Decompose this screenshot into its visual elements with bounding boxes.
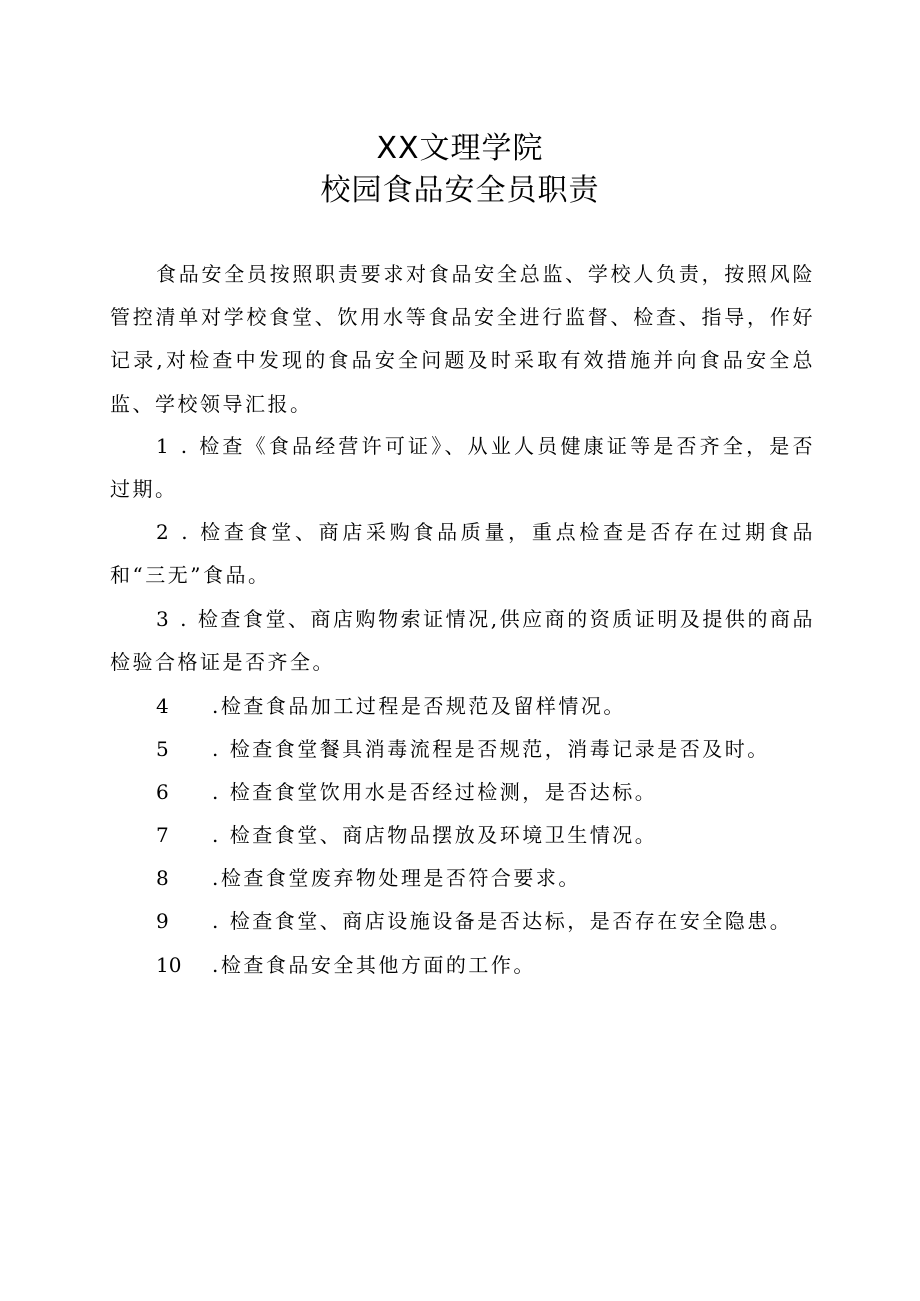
duty-item-8 [156, 857, 581, 901]
item-number: 9 [156, 909, 169, 933]
item-number: 4 [156, 694, 169, 718]
item-number: 5 [156, 737, 169, 761]
item-number: 7 [156, 823, 169, 847]
item-number: 6 [156, 780, 169, 804]
document-title-line2: 校园食品安全员职责 [320, 173, 600, 208]
item-number: 8 [156, 866, 169, 890]
document-title-line1: XX文理学院 [376, 131, 544, 166]
duty-item-10 [156, 944, 536, 988]
item-text: .检查食品加工过程是否规范及留样情况。 [212, 694, 626, 718]
duty-item-2: 2 . 检查食堂、商店采购食品质量，重点检查是否存在过期食品和“三无”食品。 [110, 520, 815, 588]
intro-paragraph: 食品安全员按照职责要求对食品安全总监、学校人负责，按照风险管控清单对学校食堂、饮用水等食品安全进行监督、检查、指导，作好记录,对检查中发现的食品安全问题及时采取有效措施并向食品安全总监、学校领导汇报。 [110, 262, 815, 416]
item-text: . 检查食堂饮用水是否经过检测，是否达标。 [212, 780, 658, 804]
item-number: 10 [156, 953, 182, 977]
duty-item-9 [156, 900, 792, 944]
item-text: . 检查食堂、商店物品摆放及环境卫生情况。 [212, 823, 658, 847]
duty-item-1: 1 . 检查《食品经营许可证》、从业人员健康证等是否齐全，是否过期。 [110, 434, 815, 502]
duty-item-4 [156, 685, 626, 729]
duty-item-5 [156, 728, 770, 772]
duty-item-6 [156, 771, 657, 815]
duty-item-3: 3 . 检查食堂、商店购物索证情况,供应商的资质证明及提供的商品检验合格证是否齐全。 [110, 607, 815, 675]
duty-item-7 [156, 814, 657, 858]
item-text: . 检查食堂餐具消毒流程是否规范，消毒记录是否及时。 [212, 737, 770, 761]
item-text: . 检查食堂、商店设施设备是否达标，是否存在安全隐患。 [212, 909, 793, 933]
item-text: .检查食品安全其他方面的工作。 [212, 953, 536, 977]
item-text: .检查食堂废弃物处理是否符合要求。 [212, 866, 581, 890]
